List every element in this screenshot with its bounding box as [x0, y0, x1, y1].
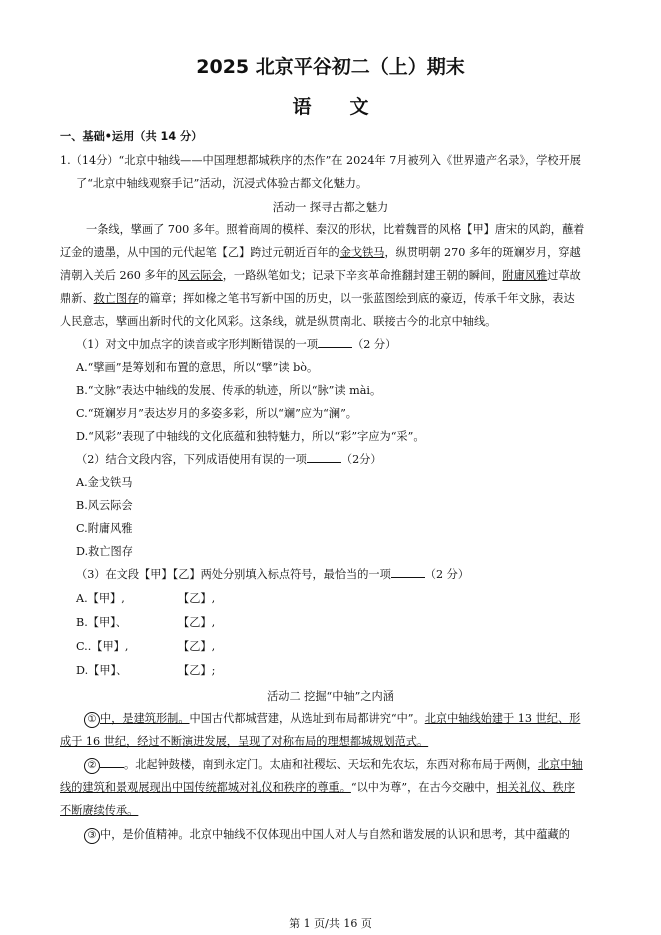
- underlined-text: 线的建筑和景观展现出中国传统都城对礼仪和秩序的尊重。: [60, 781, 351, 794]
- text-span: 中，是价值精神。北京中轴线不仅体现出中国人对人与自然和谐发展的认识和思考，其中蕴藏的: [100, 828, 570, 841]
- text-span: 辽金的遗墨，从中国的元代起笔【乙】跨过元朝近百年的: [60, 246, 340, 259]
- option-c: C.附庸风雅: [76, 522, 133, 535]
- option-b-jia: B.【甲】、: [76, 616, 127, 629]
- sub-question-1-stem: [76, 336, 396, 352]
- text-span: “以中为尊”，在古今交融中，: [350, 781, 497, 794]
- underlined-text: 中，是建筑形制。: [100, 712, 190, 725]
- circled-number-text: ②: [87, 760, 97, 771]
- option-a: A.“擘画”是筹划和布置的意思，所以“擘”读 bò。: [76, 361, 319, 374]
- question-1-line-1: 1.（14分）“北京中轴线——中国理想都城秩序的杰作”在 2024年 7月被列入《世界遗产名录》，学校开展: [60, 154, 581, 167]
- option-a-yi: 【乙】,: [178, 592, 216, 605]
- activity-1-title: 活动一 探寻古都之魅力: [272, 201, 389, 214]
- passage-1-line-4: [60, 290, 575, 306]
- answer-blank: [391, 567, 425, 578]
- sub-question-2-stem: [76, 451, 382, 467]
- idiom-jinge-tiema: 金戈铁马: [339, 246, 385, 259]
- option-d: D.“风彩”表现了中轴线的文化底蕴和独特魅力，所以“彩”字应为“采”。: [76, 430, 425, 443]
- passage-1-line-2: [60, 244, 581, 260]
- section-heading: 一、基础•运用（共 14 分）: [60, 130, 203, 143]
- circled-number-2: [84, 758, 100, 774]
- option-c-yi: 【乙】,: [178, 640, 216, 653]
- idiom-fengyun-jihui: 风云际会: [177, 269, 223, 282]
- option-d-yi: 【乙】;: [178, 664, 216, 677]
- passage-1-line-1: 一条线，擘画了 700 多年。照着商周的模样、秦汉的形状，比着魏晋的风格【甲】唐宋的风韵，蘸着: [86, 223, 585, 236]
- score: （2分）: [340, 453, 382, 466]
- passage-2-line-6: [84, 826, 570, 844]
- question-1-line-2: 了“北京中轴线观察手记”活动，沉浸式体验古都文化魅力。: [76, 177, 368, 190]
- underlined-text: 北京中轴线始建于 13 世纪、形: [424, 712, 581, 725]
- exam-title: 2025 北京平谷初二（上）期末: [196, 56, 465, 78]
- circled-number-1: [84, 712, 100, 728]
- passage-2-line-2: 成于 16 世纪，经过不断演进发展，呈现了对称布局的理想都城规划范式。: [60, 735, 429, 748]
- option-d: D.救亡图存: [76, 545, 133, 558]
- text-span: （2）结合文段内容，下列成语使用有误的一项: [76, 453, 307, 466]
- text-span: 鼎新、: [60, 292, 94, 305]
- passage-2-line-5: 不断赓续传承。: [60, 804, 139, 817]
- score: （2 分）: [424, 568, 470, 581]
- underlined-text: 相关礼仪、秩序: [496, 781, 575, 794]
- score: （2 分）: [352, 338, 397, 351]
- passage-2-line-1: [84, 710, 580, 728]
- text-span: 清朝入关后 260 多年的: [60, 269, 178, 282]
- passage-2-line-3: [84, 756, 583, 774]
- option-b: B.风云际会: [76, 499, 133, 512]
- option-a: A.金戈铁马: [76, 476, 133, 489]
- activity-2-title: 活动二 挖掘“中轴”之内涵: [267, 690, 394, 703]
- text-span: 过草故: [547, 269, 581, 282]
- option-b: B.“文脉”表达中轴线的发展、传承的轨迹，所以“脉”读 mài。: [76, 384, 382, 397]
- text-span: ，一路纵笔如戈；记录下辛亥革命推翻封建王朝的瞬间，: [222, 269, 503, 282]
- text-span: 中国古代都城营建，从选址到布局都讲究“中”。: [189, 712, 425, 725]
- page-number: 第 1 页/共 16 页: [289, 917, 372, 930]
- sub-question-3-stem: [76, 566, 469, 582]
- circled-number-text: ①: [87, 714, 97, 725]
- text-span: （3）在文段【甲】【乙】两处分别填入标点符号，最恰当的一项: [76, 568, 391, 581]
- option-c-jia: C..【甲】,: [76, 640, 129, 653]
- subject-title: 语文: [292, 96, 407, 118]
- passage-1-line-5: 人民意志，擘画出新时代的文化风彩。这条线，就是纵贯南北、联接古今的北京中轴线。: [60, 315, 497, 328]
- answer-blank: [318, 337, 352, 348]
- underlined-text: 北京中轴: [537, 758, 583, 771]
- idiom-fuyong-fengya: 附庸风雅: [502, 269, 548, 282]
- text-span: ，纵贯明朝 270 多年的斑斓岁月，穿越: [384, 246, 581, 259]
- fill-blank: [100, 757, 124, 768]
- text-span: 的篇章；挥如椽之笔书写新中国的历史，以一张蓝图绘到底的豪迈，传承千年文脉，表达: [138, 292, 575, 305]
- idiom-jiuwang-tucun: 救亡图存: [93, 292, 139, 305]
- circled-number-text: ③: [87, 830, 97, 841]
- text-span: （1）对文中加点字的读音或字形判断错误的一项: [76, 338, 319, 351]
- circled-number-3: [84, 828, 100, 844]
- option-d-jia: D.【甲】、: [76, 664, 128, 677]
- passage-1-line-3: [60, 267, 581, 283]
- option-b-yi: 【乙】,: [178, 616, 216, 629]
- option-c: C.“斑斓岁月”表达岁月的多姿多彩，所以“斓”应为“澜”。: [76, 407, 357, 420]
- passage-2-line-4: [60, 779, 575, 795]
- option-a-jia: A.【甲】,: [76, 592, 125, 605]
- text-span: 。北起钟鼓楼，南到永定门。太庙和社稷坛、天坛和先农坛，东西对称布局于两侧，: [124, 758, 538, 771]
- answer-blank: [307, 452, 341, 463]
